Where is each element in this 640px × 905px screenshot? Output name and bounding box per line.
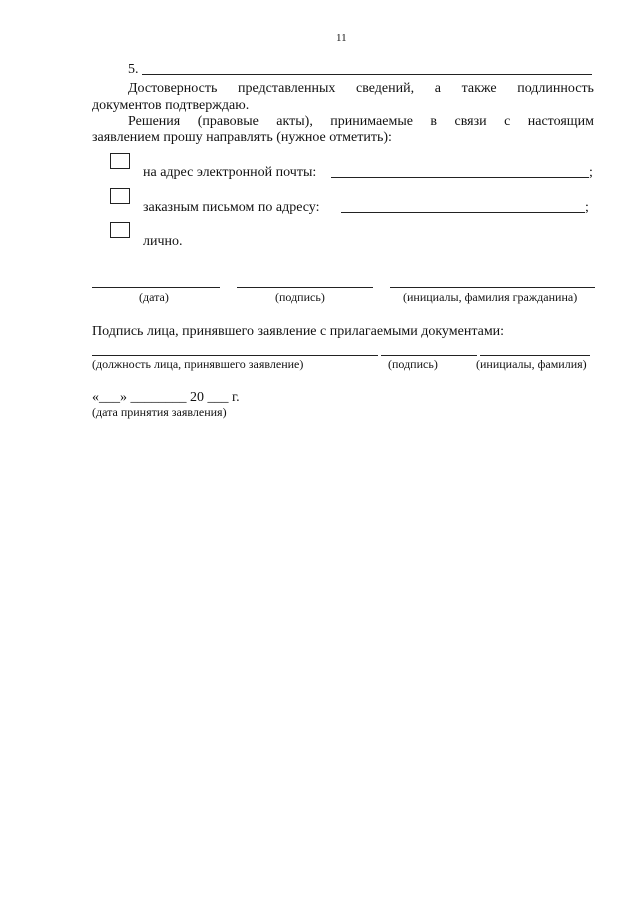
receiver-heading: Подпись лица, принявшего заявление с прилагаемыми документами: [92, 324, 505, 339]
in-person-option-label: лично. [143, 234, 183, 249]
email-option-label: на адрес электронной почты: [143, 165, 317, 180]
email-option-checkbox[interactable] [110, 153, 130, 169]
email-address-line[interactable] [331, 177, 589, 178]
mail-option-suffix: ; [585, 200, 589, 215]
confirm-word: Достоверность [128, 81, 218, 96]
acceptance-date-caption: (дата принятия заявления) [92, 405, 227, 419]
email-option-suffix: ; [589, 165, 593, 180]
in-person-option-checkbox[interactable] [110, 222, 130, 238]
date-open-quote: « [92, 390, 99, 405]
date-year-suffix: г. [232, 390, 240, 405]
date-year-prefix: 20 [190, 390, 204, 405]
receiver-signature-caption: (подпись) [388, 357, 438, 371]
confirm-word: а [434, 81, 441, 96]
date-year-blank[interactable]: ___ [207, 390, 229, 405]
page-number: 11 [336, 32, 347, 44]
decisions-word: с [504, 114, 511, 129]
decisions-word: (правовые [197, 114, 259, 129]
decisions-word: связи [454, 114, 487, 129]
item-5-number: 5. [128, 62, 139, 77]
confirm-word: подлинность [517, 81, 594, 96]
applicant-date-caption: (дата) [139, 290, 169, 304]
item-5-line [142, 74, 592, 75]
applicant-signature-line[interactable] [237, 287, 373, 288]
confirm-word: сведений, [356, 81, 415, 96]
date-month-blank[interactable]: ________ [130, 390, 187, 405]
decisions-word: принимаемые [330, 114, 413, 129]
confirm-line-2: документов подтверждаю. [92, 98, 250, 113]
confirm-word: также [461, 81, 497, 96]
receiver-signature-line[interactable] [381, 355, 477, 356]
decisions-line-2: заявлением прошу направлять (нужное отметить): [92, 130, 392, 145]
receiver-name-caption: (инициалы, фамилия) [476, 357, 587, 371]
applicant-name-caption: (инициалы, фамилия гражданина) [403, 290, 578, 304]
decisions-word: в [430, 114, 438, 129]
applicant-date-line[interactable] [92, 287, 220, 288]
decisions-line-1 [128, 113, 594, 130]
receiver-position-line[interactable] [92, 355, 378, 356]
date-day-blank[interactable]: ___ [99, 390, 120, 405]
applicant-name-line[interactable] [390, 287, 595, 288]
date-close-quote: » [120, 390, 127, 405]
mail-address-line[interactable] [341, 212, 585, 213]
receiver-name-line[interactable] [480, 355, 590, 356]
decisions-word: настоящим [527, 114, 594, 129]
decisions-word: Решения [128, 114, 181, 129]
receiver-position-caption: (должность лица, принявшего заявление) [92, 357, 304, 371]
mail-option-label: заказным письмом по адресу: [143, 200, 320, 215]
applicant-signature-caption: (подпись) [275, 290, 325, 304]
acceptance-date [92, 389, 240, 406]
decisions-word: акты), [276, 114, 313, 129]
mail-option-checkbox[interactable] [110, 188, 130, 204]
confirm-line-1 [128, 80, 594, 97]
confirm-word: представленных [237, 81, 336, 96]
